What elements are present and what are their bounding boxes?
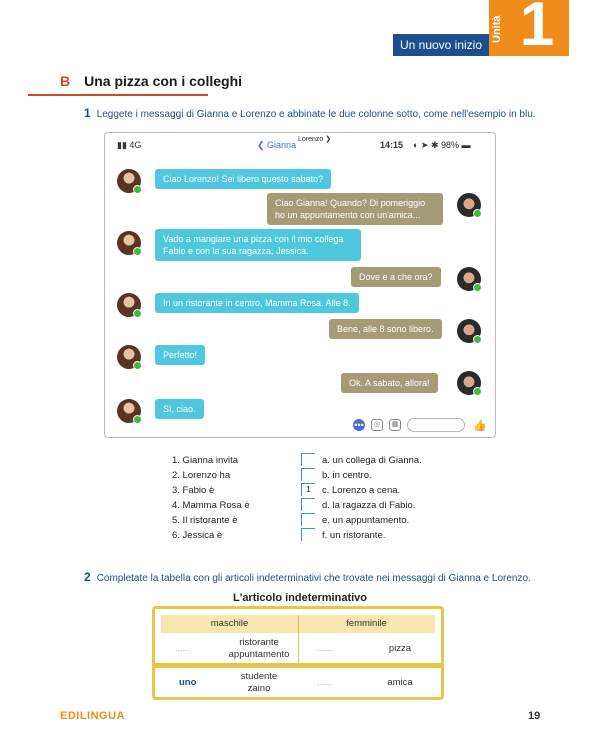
article-table: [152, 606, 444, 700]
list-item: 3. Fabio è: [172, 485, 215, 496]
answer-box[interactable]: [301, 528, 315, 541]
list-item: b. in centro.: [322, 470, 372, 481]
section-letter: B: [60, 73, 71, 89]
answer-box-example: 1: [301, 483, 315, 496]
message-bubble: Ciao Gianna! Quando? Di pomeriggio ho un appuntamento con un'amica...: [267, 193, 443, 225]
table-title: L'articolo indeterminativo: [232, 592, 368, 604]
exercise-1-text: Leggete i messaggi di Gianna e Lorenzo e abbinate le due colonne sotto, come nell'esempio in blu.: [96, 109, 536, 120]
message-bubble: Ok. A sabato, allora!: [341, 373, 438, 393]
list-item: d. la ragazza di Fabio.: [322, 500, 416, 511]
matching-left-column: [172, 453, 250, 543]
avatar-lorenzo: [457, 319, 481, 343]
column-header-femminile: femminile: [346, 618, 387, 629]
avatar-gianna: [117, 169, 141, 193]
blank-field[interactable]: ......: [317, 677, 333, 687]
message-bubble: Dove e a che ora?: [351, 267, 441, 287]
gallery-icon[interactable]: ▦: [389, 419, 401, 431]
matching-right-column: [322, 453, 422, 543]
avatar-lorenzo: [457, 371, 481, 395]
table-cell: ristorante appuntamento: [228, 637, 290, 660]
chat-input-bar: [353, 417, 487, 433]
status-icons: ◐ ➤ ✱ 98% ▬: [413, 140, 471, 150]
article-uno: uno: [179, 677, 197, 688]
list-item: 6. Jessica è: [172, 530, 223, 541]
blank-field[interactable]: ......: [317, 643, 333, 653]
avatar-lorenzo: [457, 193, 481, 217]
section-rule: [28, 94, 208, 96]
avatar-gianna: [117, 231, 141, 255]
column-header-maschile: maschile: [210, 618, 249, 629]
list-item: c. Lorenzo a cena.: [322, 485, 401, 496]
answer-box[interactable]: [301, 513, 315, 526]
blank-field[interactable]: ......: [175, 643, 191, 653]
signal-indicator: ▮▮ 4G: [117, 140, 142, 150]
answer-box[interactable]: [301, 468, 315, 481]
more-icon[interactable]: •••: [354, 420, 364, 430]
list-item: 1. Gianna invita: [172, 455, 239, 466]
table-cell: amica: [387, 677, 413, 688]
list-item: e. un appuntamento.: [322, 515, 410, 526]
unit-word: Unità: [491, 15, 503, 43]
message-bubble: Sì, ciao.: [155, 399, 204, 419]
message-bubble: Vado a mangiare una pizza con il mio collega Fabio e con la sua ragazza, Jessica.: [155, 229, 361, 261]
avatar-gianna: [117, 293, 141, 317]
table-row: [161, 669, 435, 695]
list-item: a. un collega di Gianna.: [322, 455, 422, 466]
page-number: 19: [528, 710, 541, 722]
camera-icon[interactable]: ◎: [371, 419, 383, 431]
phone-chat: [104, 132, 496, 438]
table-row: [161, 635, 435, 663]
contact-name: Lorenzo ❯: [298, 136, 332, 143]
thumbs-up-icon[interactable]: 👍: [473, 419, 487, 432]
publisher-logo: EDILINGUA: [60, 710, 125, 722]
message-bubble: Ciao Lorenzo! Sei libero questo sabato?: [155, 169, 331, 189]
table-cell: pizza: [388, 643, 412, 654]
exercise-2-number: 2: [84, 570, 91, 584]
unit-number: 1: [519, 0, 555, 59]
message-input[interactable]: [407, 418, 465, 432]
message-bubble: In un ristorante in centro, Mamma Rosa. Alle 8.: [155, 293, 359, 313]
avatar-gianna: [117, 399, 141, 423]
table-cell: studente zaino: [240, 671, 278, 694]
list-item: 2. Lorenzo ha: [172, 470, 231, 481]
phone-status-bar: [105, 133, 495, 157]
exercise-2-text: Completate la tabella con gli articoli indeterminativi che trovate nei messaggi di Gianna e Lorenzo.: [96, 573, 531, 584]
list-item: 4. Mamma Rosa è: [172, 500, 250, 511]
exercise-1-number: 1: [84, 106, 91, 120]
message-bubble: Perfetto!: [155, 345, 205, 365]
back-button[interactable]: ❮ Gianna: [257, 140, 297, 150]
clock: 14:15: [380, 140, 404, 150]
answer-box[interactable]: [301, 498, 315, 511]
exercise-2-instruction: [84, 570, 531, 584]
avatar-lorenzo: [457, 267, 481, 291]
unit-banner: Un nuovo inizio: [393, 34, 489, 56]
row-separator: [155, 663, 441, 668]
exercise-1-instruction: [84, 106, 536, 120]
avatar-gianna: [117, 345, 141, 369]
message-bubble: Bene, alle 8 sono libero.: [329, 319, 442, 339]
list-item: 5. Il ristorante è: [172, 515, 238, 526]
section-title: Una pizza con i colleghi: [84, 73, 243, 89]
section-heading: [60, 73, 242, 95]
answer-box[interactable]: [301, 453, 315, 466]
list-item: f. un ristorante.: [322, 530, 386, 541]
